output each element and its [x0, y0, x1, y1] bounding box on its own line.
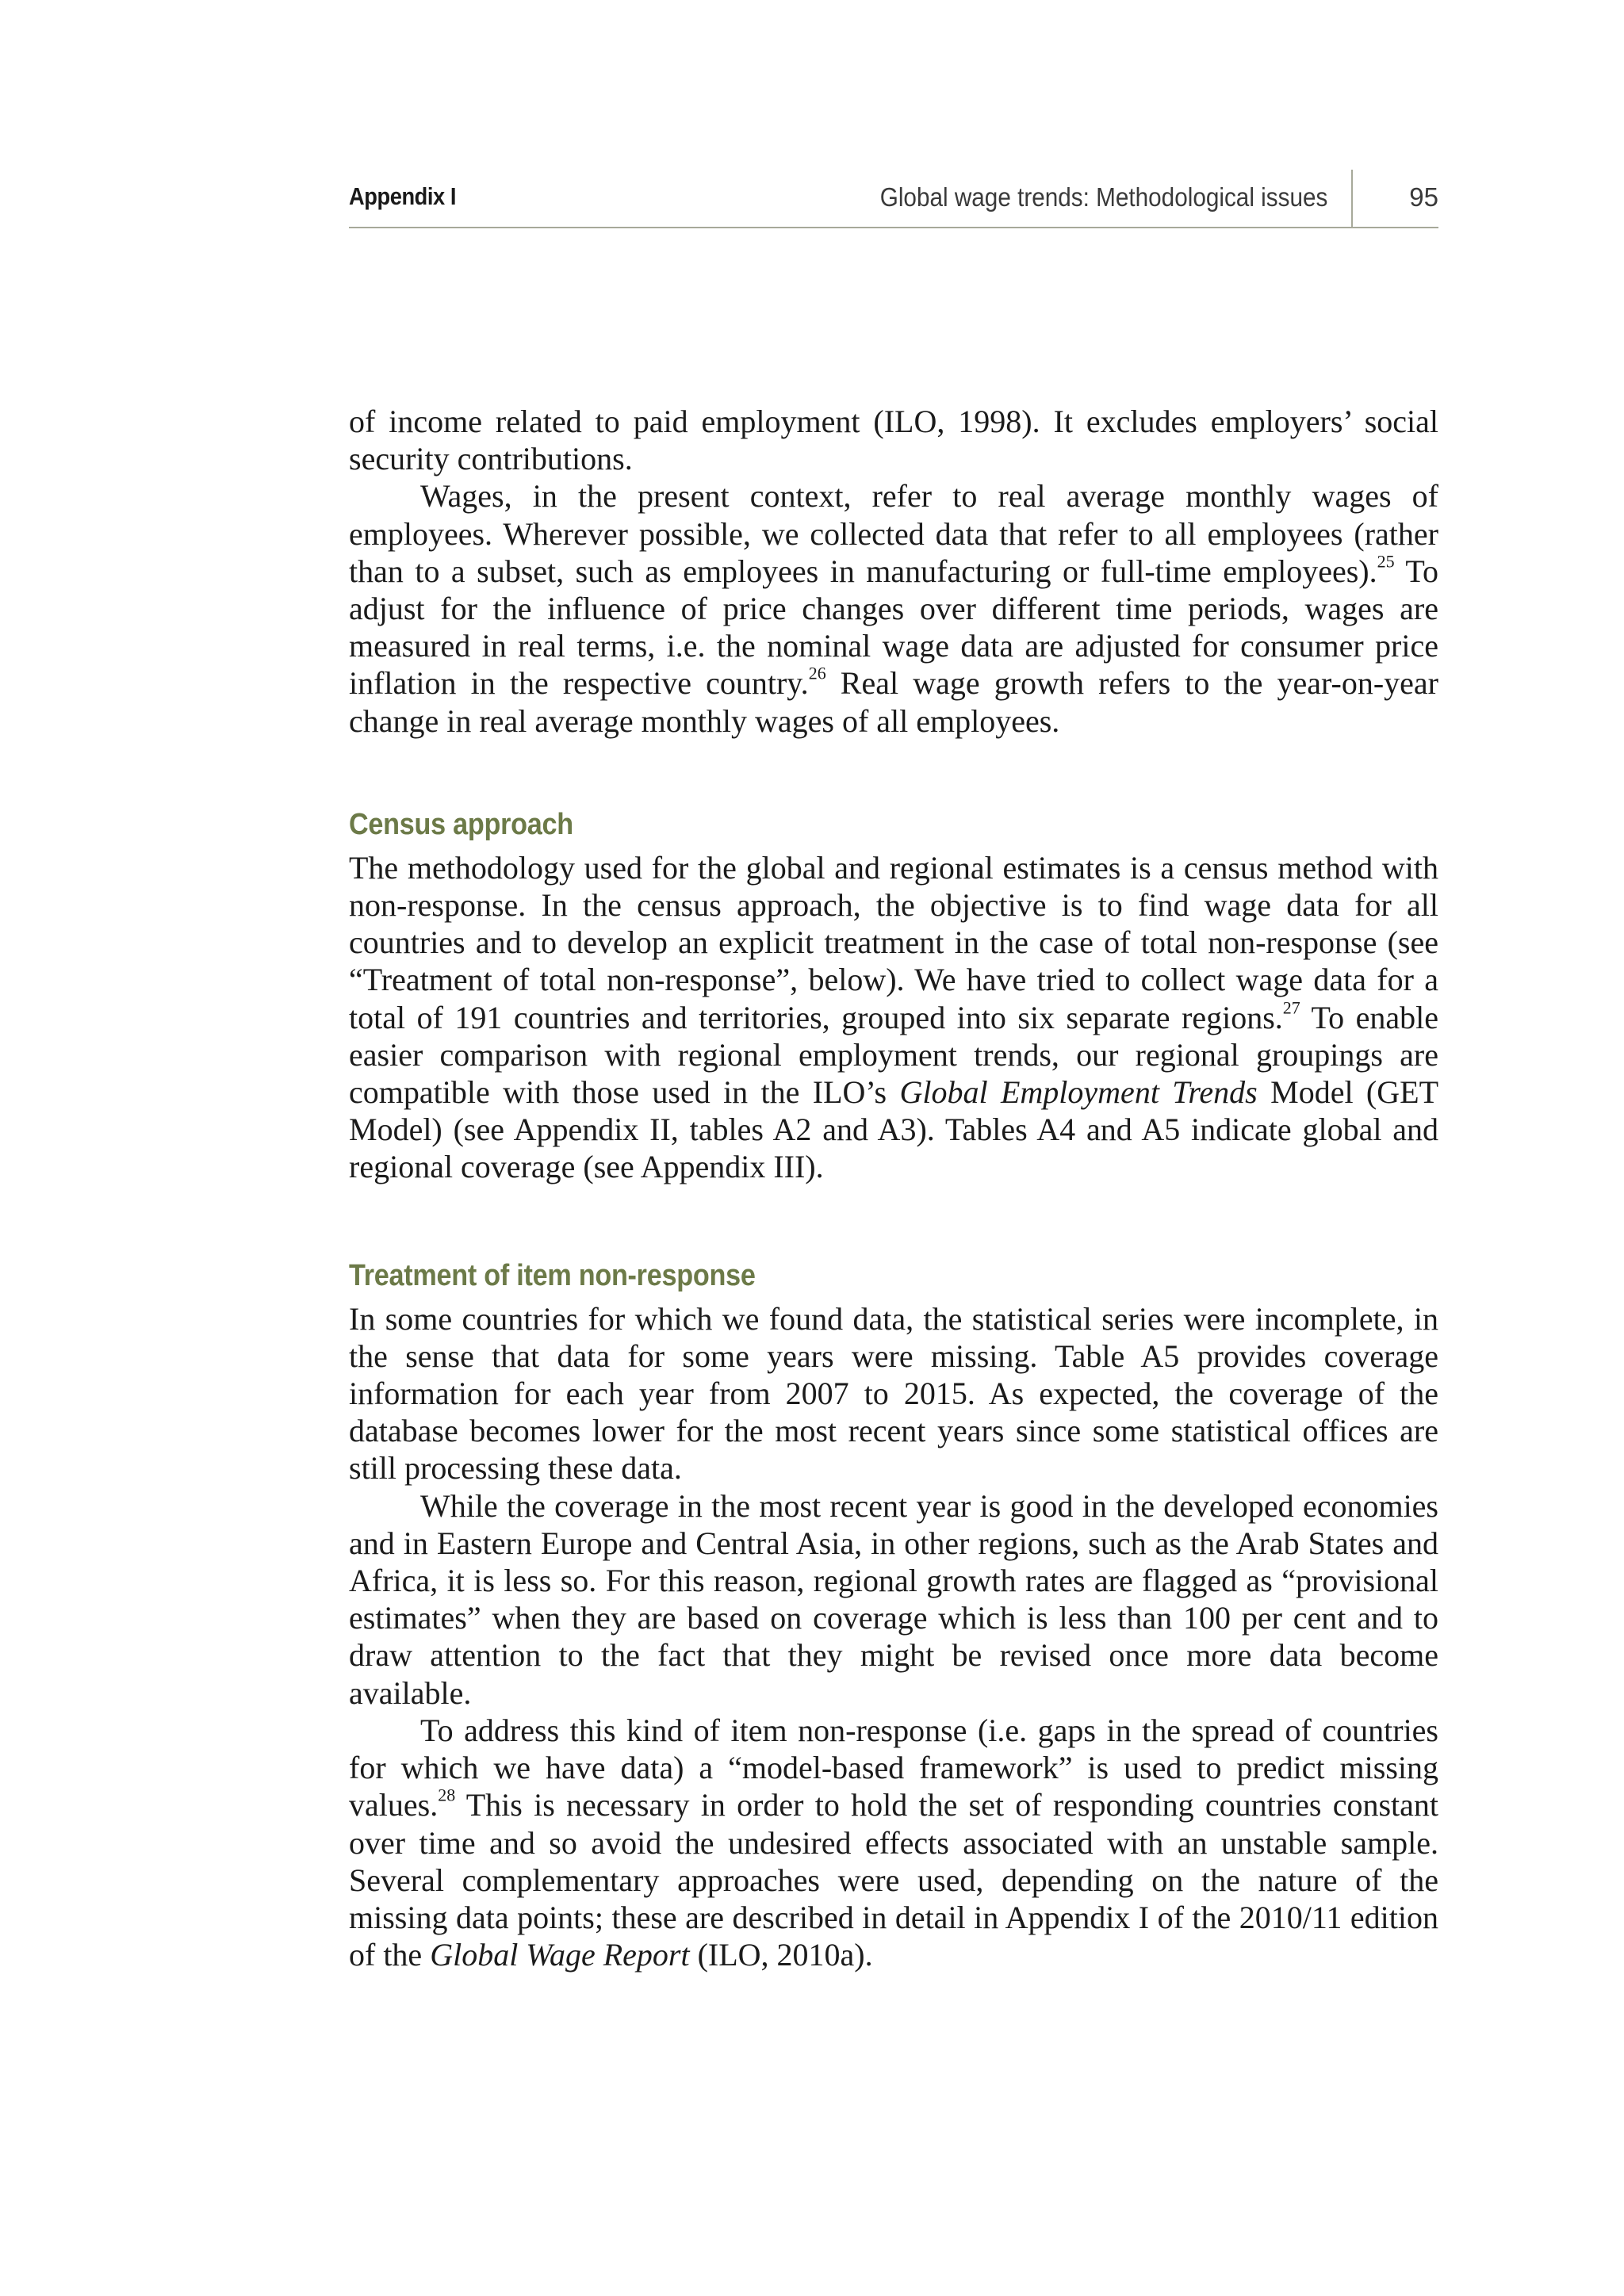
paragraph-continuation: of income related to paid employment (ILO, 1998). It excludes employers’ social security contributions.: [349, 404, 1438, 477]
heading-item-nonresponse: Treatment of item non-response: [349, 1258, 756, 1292]
italic-title-gwr: Global Wage Report: [430, 1937, 690, 1973]
footnote-ref-25: 25: [1377, 551, 1395, 572]
paragraph-item-nonresponse-2: While the coverage in the most recent year is good in the developed economies and in Eastern Europe and Central Asia, in other regions, such as the Arab States and Africa, it is less so. For this reason, regional growth rates are flagged as “provisional estimates” when they are based on coverage which is less than 100 per cent and to draw attention to the fact that they might be revised once more data become available.: [349, 1487, 1438, 1711]
footnote-ref-28: 28: [438, 1785, 456, 1805]
header-section-label: Appendix I: [349, 182, 457, 210]
heading-census-approach: Census approach: [349, 807, 573, 841]
header-chapter-title: Global wage trends: Methodological issues: [879, 182, 1327, 212]
italic-title-get: Global Employment Trends: [899, 1074, 1258, 1111]
paragraph-census-approach: The methodology used for the global and regional estimates is a census method with non-response. In the census approach, the objective is to find wage data for all countries and to develop an explicit treatment in the case of total non-response (see “Treatment of total non-response”, below). We have tried to collect wage data for a total of 191 countries and territories, grouped into six separate regions.$^{27}$ To enable easier comparison with regional employment trends, our regional groupings are compatible with those used in the ILO’s Global Employment Trends Model (GET Model) (see Appendix II, tables A2 and A3). Tables A4 and A5 indicate global and regional coverage (see Appendix III).: [349, 849, 1439, 1185]
footnote-ref-27: 27: [1282, 997, 1300, 1017]
header-divider: [1351, 170, 1353, 227]
paragraph-item-nonresponse-1: In some countries for which we found data, the statistical series were incomplete, in the sense that data for some years were missing. Table A5 provides coverage information for each year from 2007 to 2015. As expected, the coverage of the database becomes lower for the most recent years since some statistical offices are still processing these data.: [349, 1300, 1438, 1487]
paragraph-item-nonresponse-3: To address this kind of item non-response (i.e. gaps in the spread of countries for which we have data) a “model-based framework” is used to predict missing values.$^{28}$ This is necessary in order to hold the set of responding countries constant over time and so avoid the undesired effects associated with an unstable sample. Several complementary approaches were used, depending on the nature of the missing data points; these are described in detail in Appendix I of the 2010/11 edition of the Global Wage Report (ILO, 2010a).: [349, 1712, 1438, 1973]
paragraph-wages-definition: Wages, in the present context, refer to real average monthly wages of employees. Wherever possible, we collected data that refer to all employees (rather than to a subset, such as employees in manufacturing or full-time employees).$^{25}$ To adjust for the influence of price changes over different time periods, wages are measured in real terms, i.e. the nominal wage data are adjusted for consumer price inflation in the respective country.$^{26}$ Real wage growth refers to the year-on-year change in real average monthly wages of all employees.: [349, 478, 1439, 739]
running-header: [349, 176, 1438, 228]
page-number: 95: [1409, 182, 1438, 212]
footnote-ref-26: 26: [808, 663, 826, 683]
body-text: [349, 403, 1438, 1973]
